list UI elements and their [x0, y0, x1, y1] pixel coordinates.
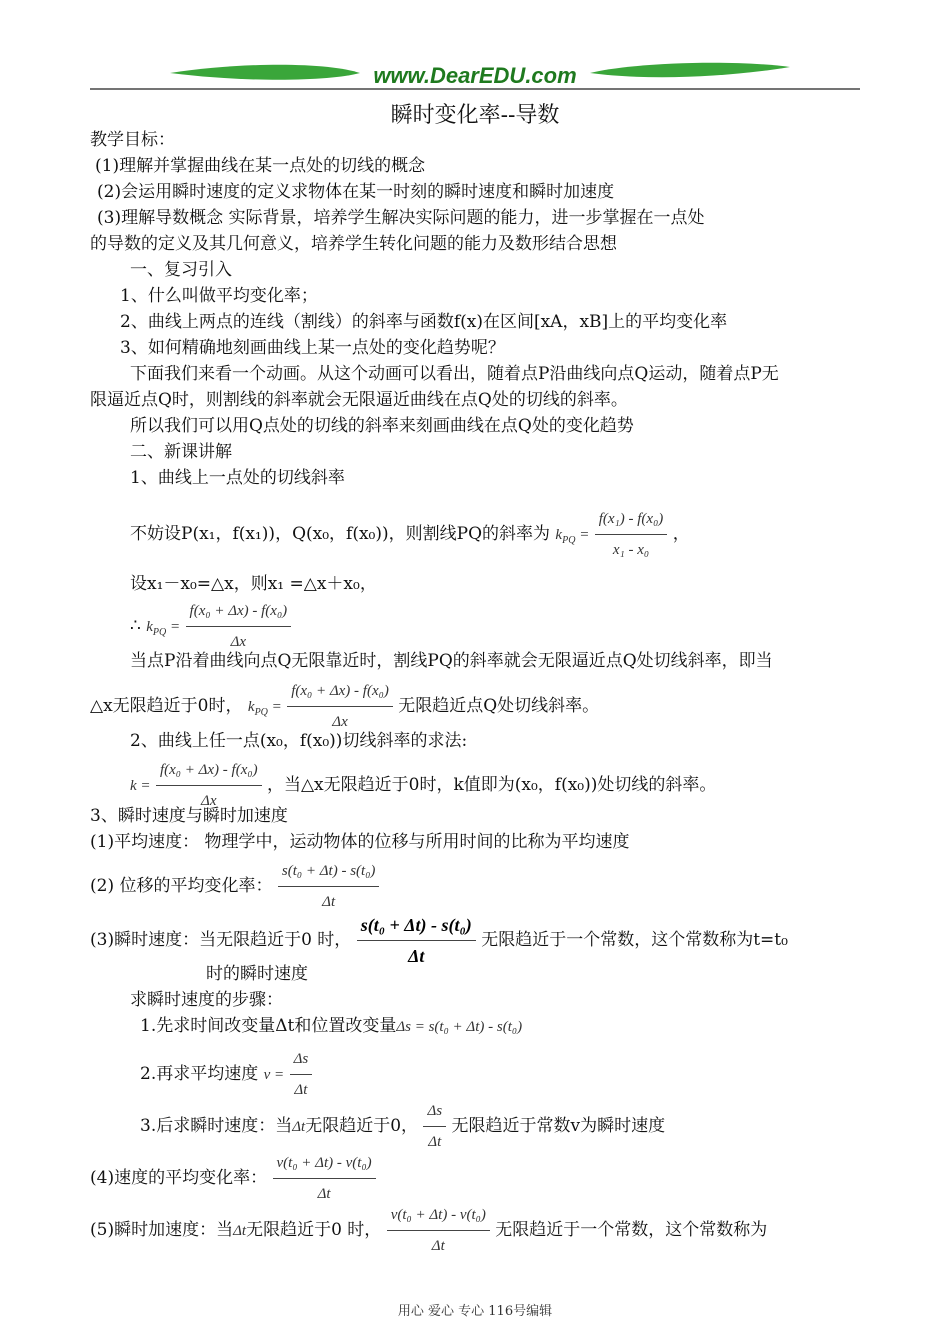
step-1: 1.先求时间改变量Δt和位置改变量Δs = s(t₀ + Δt) - s(t₀): [140, 1016, 523, 1036]
secant-slope-line: 不妨设P(x₁，f(x₁))，Q(x₀，f(x₀))，则割线PQ的斜率为 $k_{PQ}$ = $\frac{\text{f(x₁) - f(x₀)}}{\text{x₁ - x₀}}$ ，: [130, 506, 690, 563]
review-item-3: 3、如何精确地刻画曲线上某一点处的变化趋势呢？: [120, 338, 505, 358]
review-item-1: 1、什么叫做平均变化率；: [120, 286, 318, 306]
animation-paragraph: 下面我们来看一个动画。从这个动画可以看出，随着点P沿曲线向点Q运动，随着点P无: [130, 364, 779, 384]
secant-slope-fraction: $\frac{\text{f(x₁) - f(x₀)}}{\text{x₁ - x₀}}$: [595, 506, 668, 563]
velocity-rate-line: (4)速度的平均变化率： $\frac{\text{v(t₀ + Δt) - v(t₀)}}{\Delta t}$: [90, 1150, 376, 1207]
instant-velocity-cont: 时的瞬时速度: [206, 964, 308, 984]
approach-limit-line: △x无限趋近于0时， $k_{PQ}$ = $\frac{\text{f(x₀ + Δx) - f(x₀)}}{\Delta x}$ 无限趋近点Q处切线斜率。: [90, 678, 599, 735]
site-header-banner: [90, 55, 860, 95]
instant-velocity-line: (3)瞬时速度：当无限趋近于0 时， $\frac{\text{s(t₀ + Δt) - s(t₀)}}{\Delta t}$ 无限趋近于一个常数，这个常数称为t=t₀: [90, 912, 788, 969]
objectives-heading: 教学目标：: [90, 130, 175, 150]
kpq-delta-formula: ∴ $k_{PQ}$ = $\frac{\text{f(x₀ + Δx) - f(x₀)}}{\Delta x}$: [130, 598, 291, 655]
section-review: 一、复习引入: [130, 260, 232, 280]
steps-heading: 求瞬时速度的步骤：: [130, 990, 283, 1010]
header-swoosh-logo: [90, 55, 860, 95]
subsection-3: 3、瞬时速度与瞬时加速度: [90, 806, 288, 826]
secant-slope-text: 不妨设P(x₁，f(x₁))，Q(x₀，f(x₀))，则割线PQ的斜率为: [130, 524, 551, 544]
kpq-symbol: $k_{PQ}$ =: [555, 527, 590, 546]
displacement-rate-line: (2) 位移的平均变化率： $\frac{\text{s(t₀ + Δt) - s(t₀)}}{\Delta t}$: [90, 858, 379, 915]
page-footer: 用心 爱心 专心 116号编辑: [397, 1304, 553, 1319]
objective-3-cont: 的导数的定义及其几何意义，培养学生转化问题的能力及数形结合思想: [90, 234, 617, 254]
section-new-lesson: 二、新课讲解: [130, 442, 232, 462]
delta-x-definition: 设x₁－x₀=△x，则x₁ =△x＋x₀，: [130, 574, 377, 594]
subsection-2: 2、曲线上任一点(x₀，f(x₀))切线斜率的求法:: [130, 731, 468, 751]
average-velocity-def: (1)平均速度： 物理学中，运动物体的位移与所用时间的比称为平均速度: [90, 832, 630, 852]
objective-1: (1)理解并掌握曲线在某一点处的切线的概念: [95, 156, 426, 176]
step-3: 3.后求瞬时速度：当Δt无限趋近于0， $\frac{\Delta s}{\Delta t}$ 无限趋近于常数v为瞬时速度: [140, 1098, 665, 1155]
tangent-slope-paragraph: 所以我们可以用Q点处的切线的斜率来刻画曲线在点Q处的变化趋势: [130, 416, 634, 436]
subsection-1: 1、曲线上一点处的切线斜率: [130, 468, 345, 488]
general-slope-line: k = $\frac{\text{f(x₀ + Δx) - f(x₀)}}{\Delta x}$ ，当△x无限趋近于0时，k值即为(x₀，f(x₀))处切线的斜率。: [130, 757, 716, 814]
review-item-2: 2、曲线上两点的连线（割线）的斜率与函数f(x)在区间[xA，xB]上的平均变化率: [120, 312, 728, 332]
objective-2: (2)会运用瞬时速度的定义求物体在某一时刻的瞬时速度和瞬时加速度: [97, 182, 615, 202]
approach-paragraph: 当点P沿着曲线向点Q无限靠近时，割线PQ的斜率就会无限逼近点Q处切线斜率，即当: [130, 651, 773, 671]
objective-3: (3)理解导数概念 实际背景，培养学生解决实际问题的能力，进一步掌握在一点处: [97, 208, 705, 228]
site-logo-text: www.DearEDU.com: [373, 63, 577, 88]
step-2: 2.再求平均速度 v = $\frac{\Delta s}{\Delta t}$: [140, 1046, 312, 1103]
page-title: 瞬时变化率--导数: [390, 103, 560, 128]
instant-acceleration-line: (5)瞬时加速度：当Δt无限趋近于0 时， $\frac{\text{v(t₀ + Δt) - v(t₀)}}{\Delta t}$ 无限趋近于一个常数，这个常数称为: [90, 1202, 767, 1259]
animation-paragraph-cont: 限逼近点Q时，则割线的斜率就会无限逼近曲线在点Q处的切线的斜率。: [90, 390, 628, 410]
